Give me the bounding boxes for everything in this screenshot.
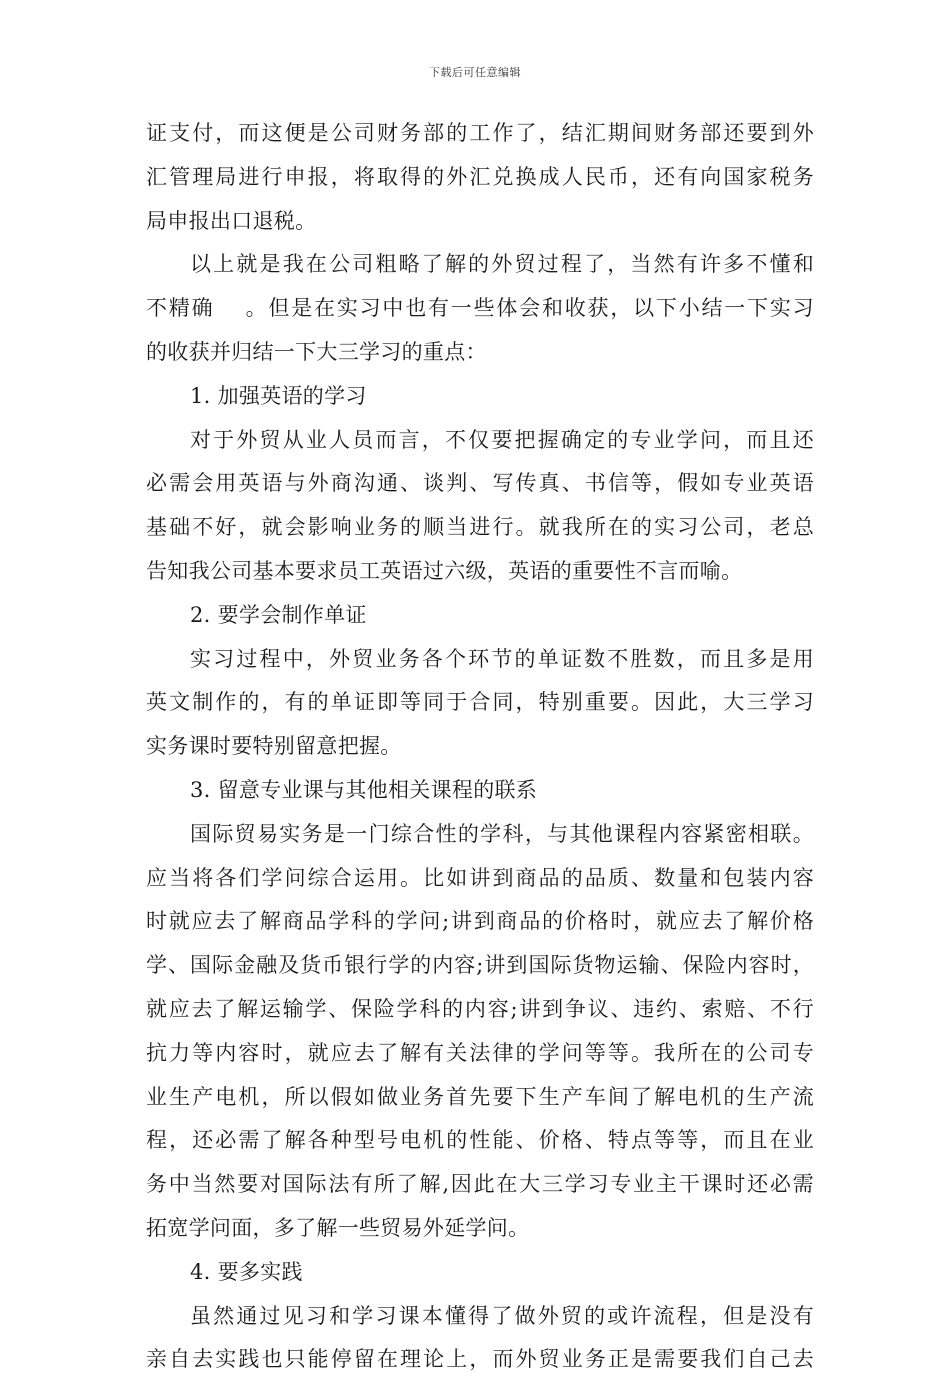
text-line: 必需会用英语与外商沟通、谈判、写传真、书信等，假如专业英语 [146, 471, 814, 496]
text-line: 程，还必需了解各种型号电机的性能、价格、特点等等，而且在业 [146, 1128, 814, 1153]
paragraph-start-line: 实习过程中，外贸业务各个环节的单证数不胜数，而且多是用 [190, 646, 814, 671]
text-line: 亲自去实践也只能停留在理论上，而外贸业务正是需要我们自己去 [146, 1347, 814, 1372]
paragraph-start-line: 以上就是我在公司粗略了解的外贸过程了，当然有许多不懂和 [190, 252, 814, 277]
text-line: 的收获并归结一下大三学习的重点： [146, 339, 487, 364]
section-heading-4: 4. 要多实践 [190, 1259, 303, 1284]
text-line: 抗力等内容时，就应去了解有关法律的学问等等。我所在的公司专 [146, 1040, 814, 1065]
document-body [146, 112, 814, 1382]
section-heading-3: 3. 留意专业课与其他相关课程的联系 [190, 777, 538, 802]
text-line: 英文制作的，有的单证即等同于合同，特别重要。因此，大三学习 [146, 690, 814, 715]
paragraph-start-line: 国际贸易实务是一门综合性的学科，与其他课程内容紧密相联。 [190, 821, 814, 846]
text-line: 告知我公司基本要求员工英语过六级，英语的重要性不言而喻。 [146, 558, 743, 583]
text-line: 应当将各们学问综合运用。比如讲到商品的品质、数量和包装内容 [146, 865, 814, 890]
section-heading-2: 2. 要学会制作单证 [190, 602, 367, 627]
text-line: 实务课时要特别留意把握。 [146, 734, 402, 759]
text-line: 务中当然要对国际法有所了解,因此在大三学习专业主干课时还必需 [146, 1172, 814, 1197]
text-line: 基础不好，就会影响业务的顺当进行。就我所在的实习公司，老总 [146, 515, 814, 540]
page-header: 下载后可任意编辑 [429, 66, 521, 79]
paragraph-start-line: 对于外贸从业人员而言，不仅要把握确定的专业学问，而且还 [190, 427, 814, 452]
text-line: 业生产电机，所以假如做业务首先要下生产车间了解电机的生产流 [146, 1084, 814, 1109]
text-line: 证支付，而这便是公司财务部的工作了，结汇期间财务部还要到外 [146, 121, 814, 145]
text-line: 局申报出口退税。 [146, 208, 317, 233]
text-line: 时就应去了解商品学科的学问;讲到商品的价格时，就应去了解价格 [146, 909, 814, 934]
text-line: 就应去了解运输学、保险学科的内容;讲到争议、违约、索赔、不行 [146, 996, 814, 1021]
paragraph-start-line: 虽然通过见习和学习课本懂得了做外贸的或许流程，但是没有 [190, 1303, 814, 1328]
text-line: 拓宽学问面，多了解一些贸易外延学问。 [146, 1215, 530, 1240]
text-line: 学、国际金融及货币银行学的内容;讲到国际货物运输、保险内容时， [146, 953, 814, 978]
text-line: 不精确 。但是在实习中也有一些体会和收获，以下小结一下实习 [146, 296, 814, 321]
text-line: 汇管理局进行申报，将取得的外汇兑换成人民币，还有向国家税务 [146, 164, 814, 189]
section-heading-1: 1. 加强英语的学习 [190, 383, 367, 408]
